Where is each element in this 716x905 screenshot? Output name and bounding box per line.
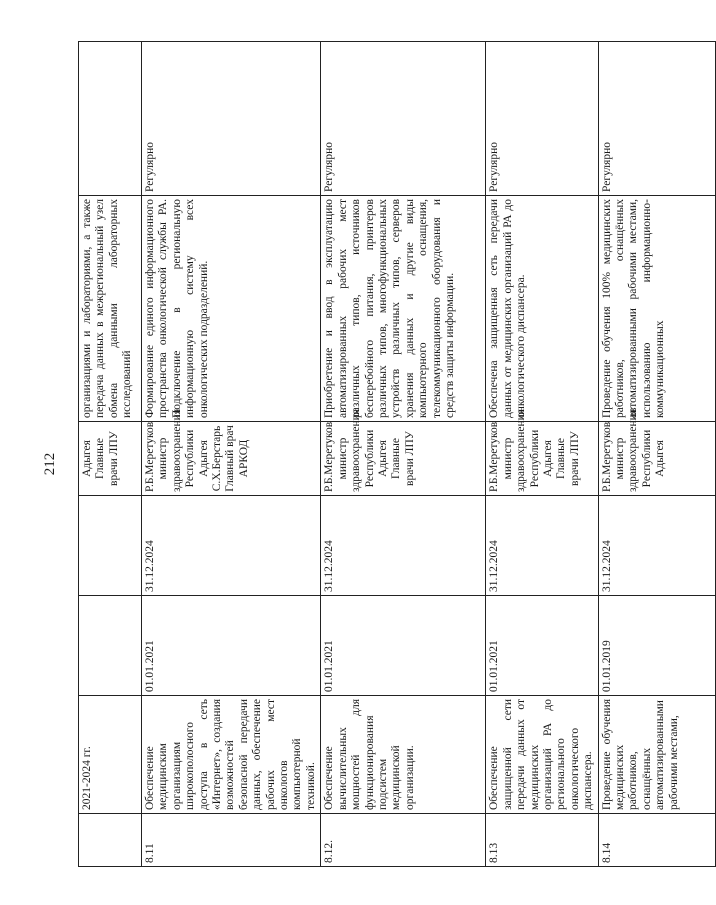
cell-responsible: Р.Б.Меретуков министр здравоохранения Республики Адыгея Главные врачи ЛПУ	[321, 422, 486, 496]
cell-activity: Обеспечение вычислительных мощностей для функционирования подсистем медицинской организации.	[321, 696, 486, 814]
cell-frequency: Регулярно	[142, 42, 321, 196]
plan-table	[78, 41, 716, 867]
table-row	[598, 42, 715, 867]
cell-activity: Обеспечение защищенной сети передачи данных от медицинских организаций РА до регионального онкологического диспансера.	[486, 696, 598, 814]
cell-start-date	[79, 596, 142, 696]
cell-frequency: Регулярно	[321, 42, 486, 196]
table-row	[321, 42, 486, 867]
cell-result: Обеспечена защищенная сеть передачи данных от медицинских организаций РА до онкологического диспансера.	[486, 196, 598, 422]
cell-responsible: Адыгея Главные врачи ЛПУ	[79, 422, 142, 496]
table-row	[142, 42, 321, 867]
table-row	[486, 42, 598, 867]
cell-number	[79, 814, 142, 867]
table-row-top	[79, 42, 142, 867]
cell-number: 8.14	[598, 814, 715, 867]
cell-number: 8.12.	[321, 814, 486, 867]
cell-activity: 2021-2024 гг.	[79, 696, 142, 814]
cell-end-date: 31.12.2024	[321, 496, 486, 596]
cell-activity: Обеспечение медицинским организациям широкополосного доступа в сеть «Интернет», создания возможностей безопасной передачи данных, обеспечение рабочих мест онкологов компьютерной техникой.	[142, 696, 321, 814]
cell-start-date: 01.01.2021	[142, 596, 321, 696]
cell-start-date: 01.01.2019	[598, 596, 715, 696]
cell-frequency: Регулярно	[486, 42, 598, 196]
cell-number: 8.13	[486, 814, 598, 867]
cell-end-date: 31.12.2024	[486, 496, 598, 596]
cell-end-date: 31.12.2024	[598, 496, 715, 596]
cell-start-date: 01.01.2021	[321, 596, 486, 696]
cell-frequency: Регулярно	[598, 42, 715, 196]
cell-responsible: Р.Б.Меретуков министр здравоохранения Республики Адыгея Главные врачи ЛПУ	[486, 422, 598, 496]
cell-responsible: Р.Б.Меретуков министр здравоохранения Республики Адыгея	[598, 422, 715, 496]
page-number: 212	[42, 452, 58, 476]
cell-result: Проведение обучения 100% медицинских работников, оснащённых автоматизированными рабочими местами, использованию информационно-коммуникационных	[598, 196, 715, 422]
cell-frequency	[79, 42, 142, 196]
rotated-table-container	[78, 42, 680, 867]
cell-end-date: 31.12.2024	[142, 496, 321, 596]
cell-result: Формирование единого информационного пространства онкологической службы РА. Подключение в региональную информационную систему всех онкологических подразделений.	[142, 196, 321, 422]
cell-start-date: 01.01.2021	[486, 596, 598, 696]
cell-result: организациями и лабораториями, а также передача данных в межрегиональный узел обмена данными лабораторных исследований	[79, 196, 142, 422]
cell-end-date	[79, 496, 142, 596]
cell-result: Приобретение и ввод в эксплуатацию автоматизированных рабочих мест различных типов, источников бесперебойного питания, принтеров различных типов, многофункциональных устройств различных типов, серверов хранения данных и другие виды компьютерного оснащения, телекоммуникационного оборудования и средств защиты информации.	[321, 196, 486, 422]
cell-number: 8.11	[142, 814, 321, 867]
cell-responsible: Р.Б.Меретуков министр здравоохранения Республики Адыгея С.Х.Берстарь Главный врач АРКОД	[142, 422, 321, 496]
cell-activity: Проведение обучения медицинских работников, оснащённых автоматизированными рабочими местами,	[598, 696, 715, 814]
